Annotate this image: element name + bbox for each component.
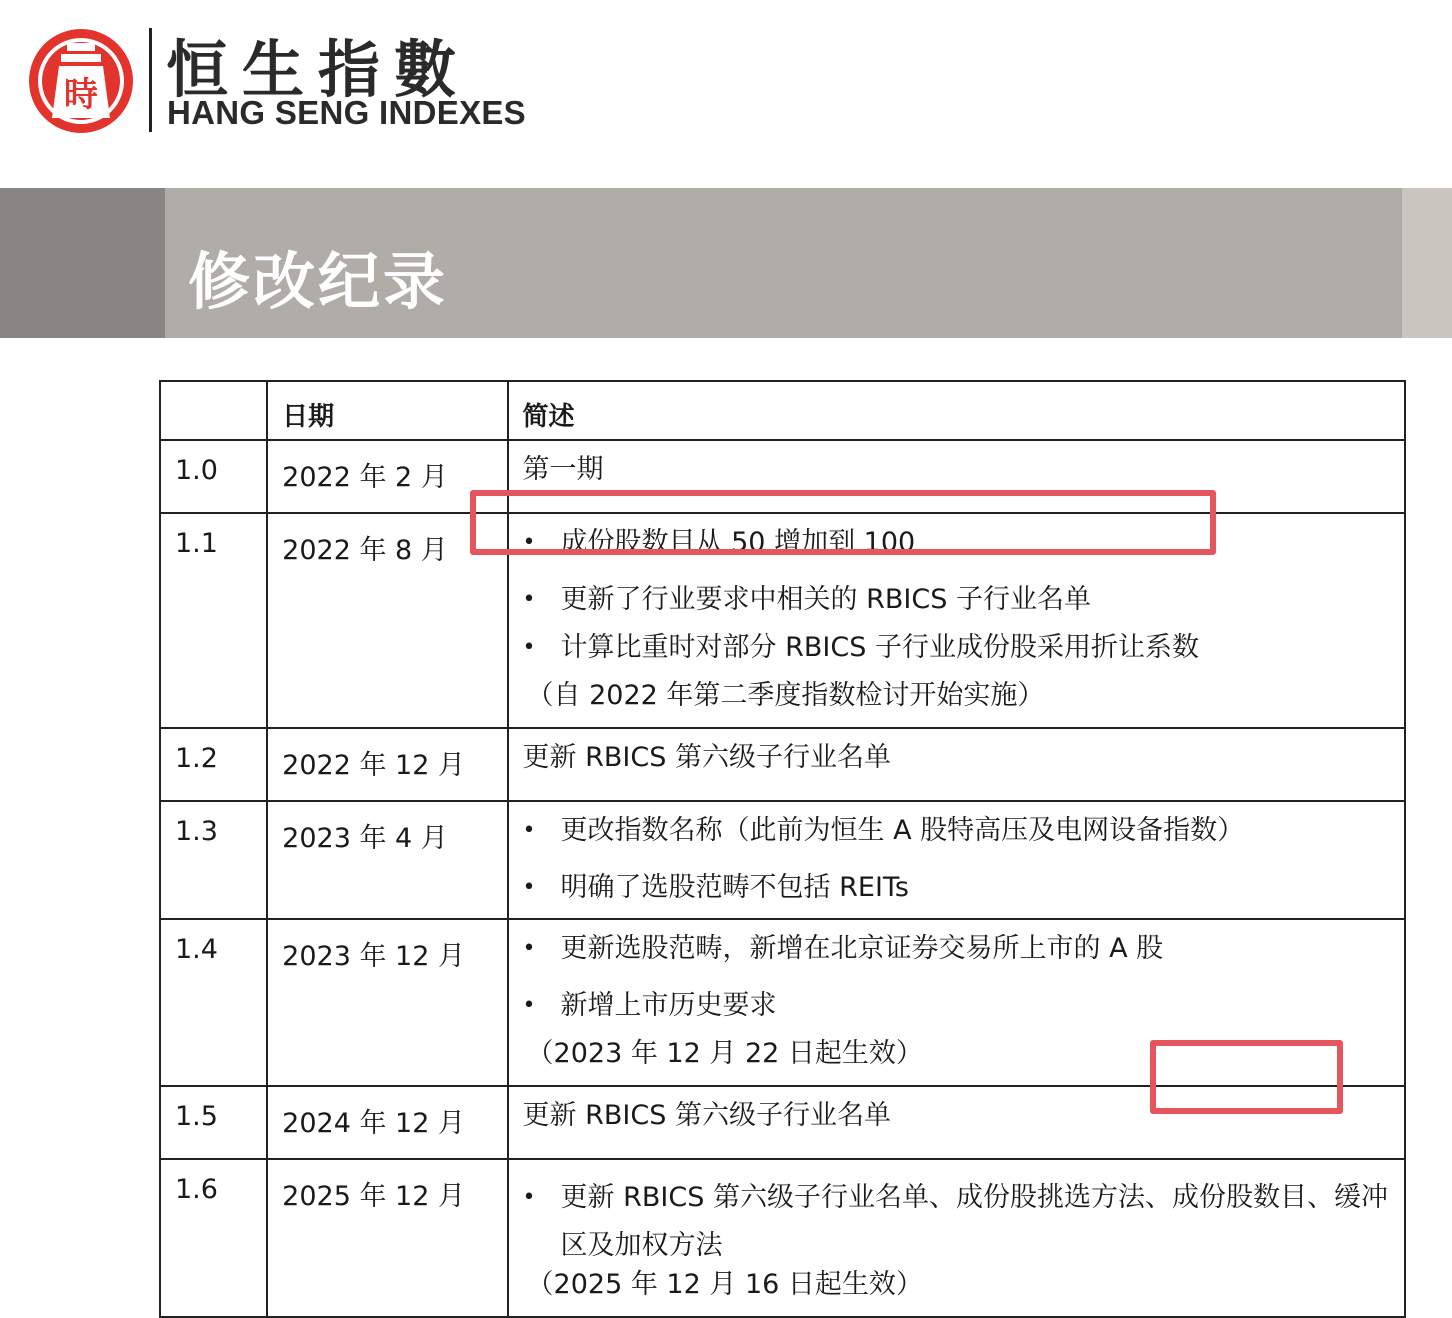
effective-note: （2025 年 12 月 16 日起生效）: [526, 1269, 923, 1300]
version-cell: 1.1: [160, 513, 267, 728]
bullet-icon: •: [522, 993, 536, 1018]
list-item: [523, 576, 1390, 624]
version-cell: 1.6: [160, 1159, 267, 1317]
bullet-icon: •: [522, 818, 536, 843]
list-item: [523, 982, 1390, 1030]
brand-name-en: HANG SENG INDEXES: [167, 94, 526, 131]
date-cell: 2022 年 8 月: [267, 513, 507, 728]
version-cell: 1.5: [160, 1086, 267, 1159]
summary-text: 更新 RBICS 第六级子行业名单: [522, 742, 891, 773]
date-cell: 2025 年 12 月: [267, 1159, 507, 1317]
date-cell: 2022 年 2 月: [267, 440, 507, 513]
list-item: [523, 1174, 1390, 1270]
header-date: 日期: [267, 381, 507, 440]
bullet-text: 更改指数名称（此前为恒生 A 股特高压及电网设备指数）: [560, 815, 1245, 846]
brand-name-cn: 恒生指數: [166, 33, 471, 106]
bullet-text: 成份股数目从 50 增加到 100: [560, 527, 916, 558]
bullet-text: 更新 RBICS 第六级子行业名单、成份股挑选方法、成份股数目、缓冲区及加权方法: [560, 1182, 1388, 1261]
bullet-text: 新增上市历史要求: [560, 990, 777, 1021]
bullet-icon: •: [522, 587, 536, 612]
summary-text: 更新 RBICS 第六级子行业名单: [522, 1100, 891, 1131]
list-item: [523, 864, 1390, 912]
summary-bullet-list: [523, 1174, 1390, 1270]
table-row: [160, 801, 1405, 919]
bullet-text: 计算比重时对部分 RBICS 子行业成份股采用折让系数: [560, 632, 1199, 663]
table-row: [160, 1159, 1405, 1317]
hang-seng-logo-icon: [26, 26, 136, 136]
date-cell: 2023 年 12 月: [267, 919, 507, 1086]
table-row: [160, 728, 1405, 801]
list-item: [523, 934, 1390, 964]
brand-header: [26, 22, 546, 142]
summary-cell: [508, 801, 1405, 919]
bullet-text: 明确了选股范畴不包括 REITs: [560, 872, 910, 903]
summary-cell: [508, 1159, 1405, 1317]
version-cell: 1.2: [160, 728, 267, 801]
page-title: 修改纪录: [188, 245, 449, 318]
version-cell: 1.4: [160, 919, 267, 1086]
date-cell: 2023 年 4 月: [267, 801, 507, 919]
bullet-icon: •: [522, 530, 536, 555]
version-cell: 1.3: [160, 801, 267, 919]
banner-left-block: [0, 188, 165, 338]
bullet-text: 更新选股范畴，新增在北京证券交易所上市的 A 股: [560, 933, 1164, 964]
bullet-icon: •: [522, 875, 536, 900]
summary-bullet-list: [523, 934, 1390, 1030]
date-cell: 2022 年 12 月: [267, 728, 507, 801]
version-cell: 1.0: [160, 440, 267, 513]
bullet-icon: •: [522, 1185, 536, 1210]
summary-text: 第一期: [522, 454, 604, 485]
banner-right-block: [1402, 188, 1452, 338]
date-cell: 2024 年 12 月: [267, 1086, 507, 1159]
bullet-text: 更新了行业要求中相关的 RBICS 子行业名单: [560, 584, 1091, 615]
effective-note: （2023 年 12 月 22 日起生效）: [526, 1038, 923, 1069]
list-item: [523, 816, 1390, 846]
header-version: [160, 381, 267, 440]
bullet-icon: •: [522, 936, 536, 961]
table-header-row: [160, 381, 1405, 440]
summary-bullet-list: [523, 816, 1390, 912]
list-item: [523, 624, 1390, 672]
highlight-box-constituent-count: [470, 490, 1216, 555]
summary-cell: [508, 728, 1405, 801]
logo-divider: [149, 28, 152, 132]
section-banner: [0, 188, 1452, 338]
bullet-icon: •: [522, 635, 536, 660]
effective-note: （自 2022 年第二季度指数检讨开始实施）: [526, 680, 1045, 711]
header-summary: 简述: [508, 381, 1405, 440]
highlight-box-constituent-number: [1150, 1040, 1343, 1114]
logo-glyph: 時: [64, 75, 98, 115]
